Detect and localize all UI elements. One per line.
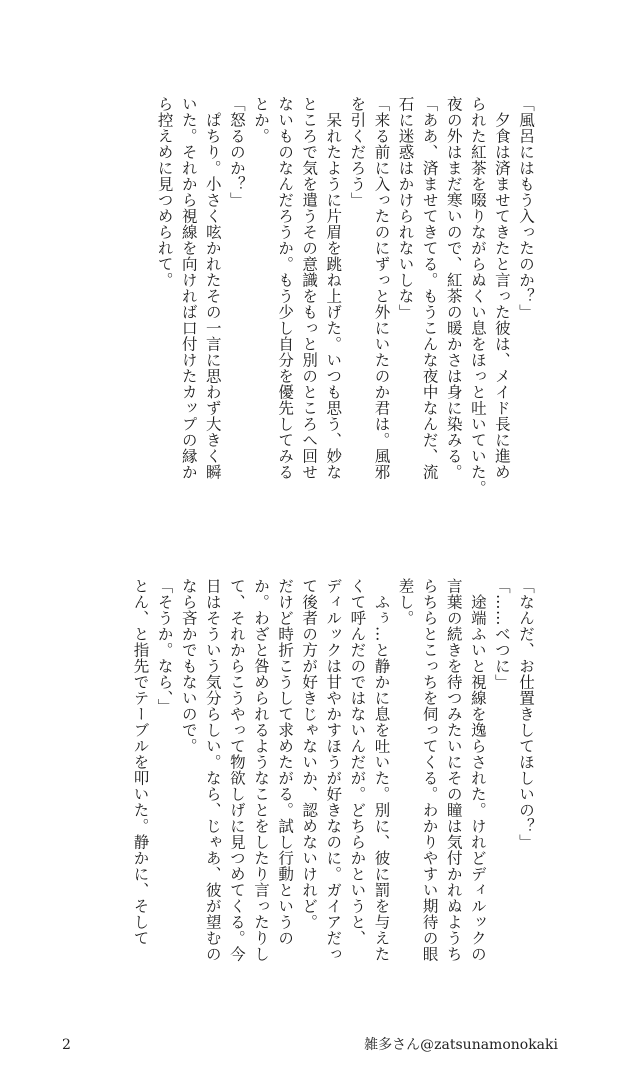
author-credit: 雑多さん@zatsunamonokaki <box>364 1037 558 1053</box>
text-block-top <box>58 96 538 536</box>
text-line: ぱちり。小さく呟かれたその一言に思わず大きく瞬 <box>203 96 222 480</box>
text-line: だけど時折こうして求めたがる。試し行動というの <box>276 578 295 946</box>
text-line: ないものなんだろうか。もう少し自分を優先してみる <box>276 96 295 480</box>
text-line: か。わざと咎められるようなことをしたり言ったりし <box>251 578 270 962</box>
text-line: を引くだろう」 <box>348 96 367 208</box>
text-line: ら控えめに見つめられて。 <box>155 96 174 288</box>
text-line: 「風呂にはもう入ったのか？」 <box>517 96 535 320</box>
text-line: 夕食は済ませてきたと言った彼は、メイド長に進め <box>492 96 511 480</box>
text-line: 「怒るのか？」 <box>227 96 246 208</box>
text-line: ところで気を遣うその意識をもっと別のところへ回せ <box>300 96 319 480</box>
text-line: られた紅茶を啜りながらぬくい息をほっと吐いていた。 <box>468 96 487 496</box>
text-line: 「来る前に入ったのにずっと外にいたのか君は。風邪 <box>372 96 391 480</box>
text-line: ふぅ…と静かに息を吐いた。別に、彼に罰を与えた <box>372 578 391 962</box>
text-block-bottom <box>58 578 538 1018</box>
text-line: なら吝かでもないので。 <box>179 578 198 754</box>
text-line: 「そうか。なら、」 <box>155 578 174 715</box>
page-number: 2 <box>62 1037 71 1053</box>
text-line: らちらとこっちを伺ってくる。わかりやすい期待の眼 <box>420 578 439 962</box>
text-line: て後者の方が好きじゃないか、認めないけれど。 <box>300 578 319 930</box>
text-line: 途端ふいと視線を逸らされた。けれどディルックの <box>468 578 487 962</box>
text-line: 「ああ、済ませてきてる。もうこんな夜中なんだ、流 <box>420 96 439 480</box>
text-line: とか。 <box>251 96 270 144</box>
text-line: ディルックは甘やかすほうが好きなのに。ガイアだっ <box>324 578 343 962</box>
text-line: とん、と指先でテーブルを叩いた。静かに、そして <box>131 578 150 946</box>
text-line: いた。それから視線を向ければ口付けたカップの縁か <box>179 96 198 480</box>
text-line: 呆れたように片眉を跳ね上げた。いつも思う、妙な <box>324 96 343 480</box>
text-line: 「……べつに」 <box>492 578 511 690</box>
text-line: 日はそういう気分らしい。なら、じゃあ、彼が望むの <box>203 578 222 962</box>
text-line: くて呼んだのではないんだが。どちらかというと、 <box>348 578 367 946</box>
text-line: て、それからこうやって物欲しげに見つめてくる。今 <box>227 578 246 962</box>
text-line: 石に迷惑はかけられないしな」 <box>396 96 415 320</box>
text-line: 夜の外はまだ寒いので、紅茶の暖かさは身に染みる。 <box>444 96 463 480</box>
text-line: 言葉の続きを待つみたいにその瞳は気付かれぬようち <box>444 578 463 962</box>
text-line: 差し。 <box>396 578 415 626</box>
text-line: 「なんだ、お仕置きしてほしいの？」 <box>517 578 535 850</box>
